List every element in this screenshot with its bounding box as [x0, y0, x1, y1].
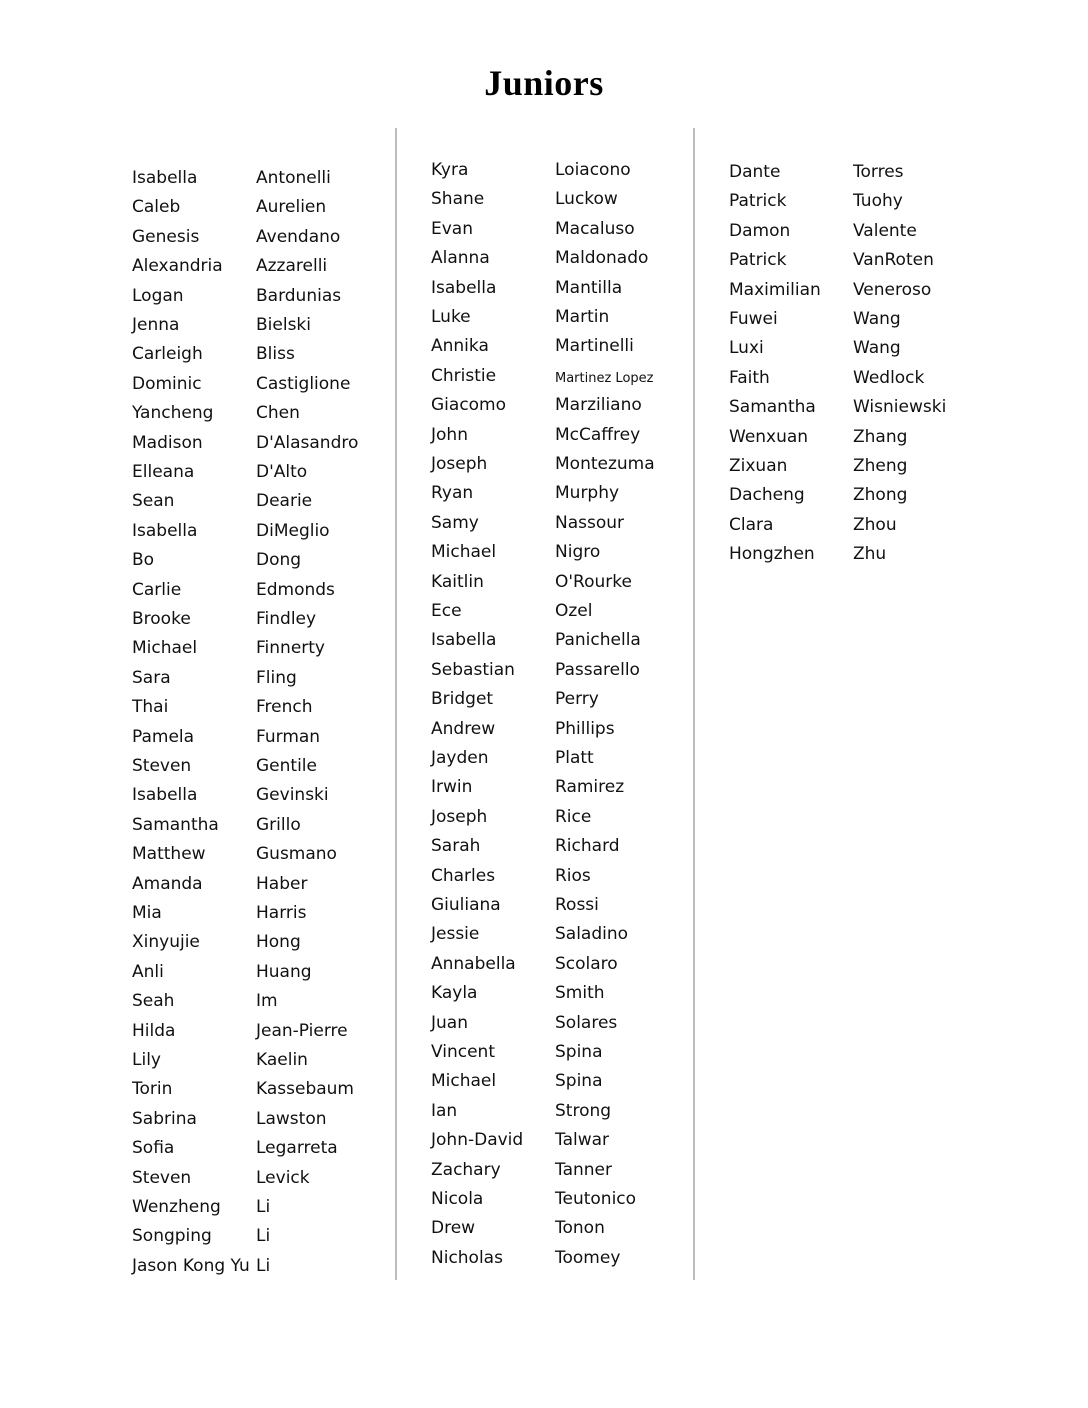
name-row — [132, 226, 382, 255]
first-name: Ryan — [431, 483, 474, 504]
first-name: Jenna — [132, 315, 180, 335]
first-name: Carlie — [132, 579, 182, 600]
name-row — [431, 159, 681, 188]
last-name: Martinelli — [555, 336, 634, 357]
name-row — [431, 659, 681, 688]
last-name: DiMeglio — [256, 520, 330, 541]
name-row — [431, 365, 681, 394]
first-name: Isabella — [132, 785, 198, 806]
last-name: Maldonado — [555, 248, 649, 269]
last-name: Li — [256, 1197, 271, 1217]
first-name: Sara — [132, 667, 171, 688]
last-name: Bielski — [256, 315, 311, 335]
name-row — [431, 688, 681, 717]
first-name: John — [431, 424, 468, 445]
last-name: Wang — [853, 338, 901, 359]
name-row — [431, 512, 681, 541]
name-row — [132, 1196, 382, 1225]
name-row — [431, 1041, 681, 1070]
name-row — [132, 343, 382, 372]
last-name: Castiglione — [256, 373, 351, 394]
last-name: Rice — [555, 806, 592, 827]
name-row — [431, 335, 681, 364]
last-name: Legarreta — [256, 1138, 338, 1159]
last-name: O'Rourke — [555, 571, 632, 592]
first-name: Pamela — [132, 726, 195, 747]
first-name: Charles — [431, 865, 496, 886]
name-row — [729, 279, 979, 308]
page-title: Juniors — [484, 63, 604, 103]
first-name: Madison — [132, 432, 203, 453]
first-name: Annabella — [431, 953, 516, 974]
last-name: D'Alto — [256, 462, 308, 482]
name-row — [729, 426, 979, 455]
last-name: Loiacono — [555, 160, 631, 180]
last-name: Kassebaum — [256, 1079, 354, 1100]
last-name: Zhang — [853, 426, 908, 447]
name-row — [132, 755, 382, 784]
last-name: Luckow — [555, 189, 618, 210]
name-row — [132, 373, 382, 402]
first-name: Andrew — [431, 718, 496, 739]
first-name: Isabella — [132, 168, 198, 188]
first-name: Seah — [132, 991, 175, 1012]
first-name: Patrick — [729, 191, 787, 212]
name-row — [431, 394, 681, 423]
name-row — [132, 784, 382, 813]
name-row — [132, 402, 382, 431]
first-name: Isabella — [431, 630, 497, 651]
name-row — [431, 806, 681, 835]
first-name: Genesis — [132, 226, 200, 247]
first-name: Faith — [729, 367, 770, 388]
first-name: Zixuan — [729, 456, 788, 476]
first-name: Joseph — [431, 806, 488, 827]
first-name: Steven — [132, 756, 192, 776]
name-row — [132, 579, 382, 608]
first-name: Michael — [132, 638, 198, 659]
first-name: Jason Kong Yu — [132, 1255, 250, 1276]
first-name: Hongzhen — [729, 544, 815, 565]
name-row — [431, 218, 681, 247]
last-name: Richard — [555, 836, 620, 857]
name-row — [132, 961, 382, 990]
name-row — [132, 637, 382, 666]
name-row — [132, 726, 382, 755]
first-name: Kayla — [431, 983, 478, 1004]
last-name: Macaluso — [555, 218, 635, 239]
name-row — [729, 514, 979, 543]
name-row — [431, 629, 681, 658]
last-name: Zheng — [853, 456, 908, 476]
name-row — [132, 167, 382, 196]
last-name: Passarello — [555, 659, 640, 680]
last-name: VanRoten — [853, 250, 934, 271]
name-row — [132, 196, 382, 225]
last-name: Scolaro — [555, 953, 618, 974]
last-name: Hong — [256, 932, 301, 953]
last-name: Veneroso — [853, 279, 932, 300]
name-row — [132, 1255, 382, 1284]
name-row — [431, 571, 681, 600]
last-name: Findley — [256, 609, 317, 629]
first-name: John-David — [431, 1130, 524, 1151]
name-row — [729, 308, 979, 337]
name-row — [431, 1129, 681, 1158]
last-name: Panichella — [555, 630, 641, 651]
last-name: Jean-Pierre — [256, 1020, 348, 1041]
last-name: French — [256, 697, 313, 718]
first-name: Wenzheng — [132, 1197, 221, 1217]
last-name: Harris — [256, 903, 307, 923]
name-row — [431, 835, 681, 864]
name-row — [431, 747, 681, 776]
first-name: Dacheng — [729, 485, 805, 506]
first-name: Steven — [132, 1167, 192, 1188]
last-name: Bardunias — [256, 285, 342, 306]
first-name: Sean — [132, 491, 175, 512]
first-name: Ian — [431, 1100, 458, 1121]
first-name: Thai — [132, 697, 169, 718]
first-name: Alanna — [431, 248, 490, 269]
name-row — [132, 549, 382, 578]
first-name: Giacomo — [431, 395, 507, 416]
last-name: Wedlock — [853, 367, 925, 388]
last-name: Levick — [256, 1167, 310, 1188]
first-name: Ece — [431, 601, 462, 621]
first-name: Samy — [431, 512, 479, 533]
first-name: Kyra — [431, 160, 469, 180]
first-name: Logan — [132, 285, 184, 306]
last-name: Aurelien — [256, 197, 327, 218]
first-name: Wenxuan — [729, 426, 809, 447]
name-row — [132, 1078, 382, 1107]
name-row — [132, 1225, 382, 1254]
last-name: Li — [256, 1255, 271, 1276]
name-row — [431, 1159, 681, 1188]
last-name: Montezuma — [555, 454, 655, 474]
first-name: Isabella — [132, 520, 198, 541]
name-row — [729, 249, 979, 278]
last-name: Phillips — [555, 718, 615, 739]
column-divider-2 — [693, 128, 695, 1280]
name-row — [132, 255, 382, 284]
last-name: Toomey — [555, 1247, 621, 1268]
name-row — [431, 600, 681, 629]
name-row — [132, 1049, 382, 1078]
name-row — [431, 277, 681, 306]
last-name: Wang — [853, 309, 901, 329]
last-name: Teutonico — [555, 1189, 637, 1209]
last-name: Tanner — [555, 1159, 612, 1180]
last-name: Lawston — [256, 1108, 327, 1129]
last-name: Antonelli — [256, 168, 331, 188]
last-name: Im — [256, 991, 278, 1012]
last-name: Avendano — [256, 226, 341, 247]
name-row — [431, 247, 681, 276]
name-row — [431, 541, 681, 570]
last-name: Kaelin — [256, 1050, 308, 1070]
last-name: Chen — [256, 403, 300, 424]
first-name: Nicholas — [431, 1247, 503, 1268]
name-row — [132, 696, 382, 725]
last-name: McCaffrey — [555, 424, 641, 445]
first-name: Clara — [729, 514, 774, 535]
first-name: Matthew — [132, 844, 206, 865]
last-name: Saladino — [555, 924, 629, 945]
first-name: Xinyujie — [132, 932, 200, 953]
last-name: Tuohy — [853, 191, 903, 212]
first-name: Elleana — [132, 462, 195, 482]
name-row — [729, 455, 979, 484]
last-name: Torres — [853, 162, 904, 182]
last-name: Ramirez — [555, 777, 625, 798]
last-name: Gusmano — [256, 844, 337, 865]
first-name: Samantha — [729, 397, 816, 418]
name-row — [132, 931, 382, 960]
name-row — [431, 1070, 681, 1099]
last-name: Valente — [853, 220, 917, 241]
first-name: Damon — [729, 220, 791, 241]
name-row — [431, 982, 681, 1011]
last-name: Strong — [555, 1100, 612, 1121]
first-name: Christie — [431, 365, 497, 386]
last-name: Fling — [256, 667, 297, 688]
last-name: Mantilla — [555, 277, 623, 298]
last-name: Zhou — [853, 514, 897, 535]
last-name: Spina — [555, 1042, 603, 1062]
last-name: Azzarelli — [256, 256, 328, 277]
last-name: Tonon — [555, 1218, 605, 1239]
name-row — [132, 520, 382, 549]
first-name: Anli — [132, 961, 164, 982]
name-row — [132, 461, 382, 490]
first-name: Mia — [132, 903, 162, 923]
first-name: Alexandria — [132, 256, 223, 277]
name-row — [132, 843, 382, 872]
name-row — [431, 1247, 681, 1276]
name-row — [729, 161, 979, 190]
last-name: Dearie — [256, 491, 313, 512]
name-row — [431, 1012, 681, 1041]
last-name: Furman — [256, 726, 321, 747]
name-row — [132, 1108, 382, 1137]
name-row — [132, 902, 382, 931]
last-name: Zhu — [853, 544, 887, 565]
name-row — [132, 490, 382, 519]
first-name: Luxi — [729, 338, 764, 359]
first-name: Joseph — [431, 454, 488, 474]
first-name: Songping — [132, 1226, 212, 1247]
last-name: Martin — [555, 307, 610, 327]
last-name: Dong — [256, 550, 302, 571]
first-name: Amanda — [132, 873, 203, 894]
name-row — [729, 220, 979, 249]
first-name: Sarah — [431, 836, 481, 857]
last-name: Huang — [256, 961, 312, 982]
first-name: Shane — [431, 189, 485, 210]
last-name: Rios — [555, 865, 591, 886]
last-name: Haber — [256, 873, 308, 894]
name-row — [132, 1137, 382, 1166]
first-name: Sofia — [132, 1138, 175, 1159]
name-row — [729, 484, 979, 513]
first-name: Sabrina — [132, 1108, 197, 1129]
name-row — [132, 432, 382, 461]
name-row — [729, 190, 979, 219]
first-name: Giuliana — [431, 895, 501, 915]
name-row — [132, 814, 382, 843]
last-name: Zhong — [853, 485, 908, 506]
first-name: Jayden — [431, 748, 489, 768]
name-row — [729, 337, 979, 366]
name-row — [431, 776, 681, 805]
last-name: Finnerty — [256, 638, 325, 659]
name-row — [132, 873, 382, 902]
first-name: Fuwei — [729, 309, 778, 329]
name-row — [431, 953, 681, 982]
first-name: Torin — [132, 1079, 173, 1100]
first-name: Michael — [431, 1071, 497, 1092]
first-name: Maximilian — [729, 279, 821, 300]
column-divider-1 — [395, 128, 397, 1280]
first-name: Annika — [431, 336, 489, 357]
name-row — [431, 1100, 681, 1129]
first-name: Kaitlin — [431, 571, 484, 592]
first-name: Carleigh — [132, 344, 203, 365]
last-name: Nassour — [555, 512, 625, 533]
first-name: Michael — [431, 542, 497, 563]
first-name: Brooke — [132, 609, 191, 629]
first-name: Lily — [132, 1050, 161, 1070]
first-name: Sebastian — [431, 659, 515, 680]
first-name: Hilda — [132, 1020, 176, 1041]
name-row — [132, 1167, 382, 1196]
last-name: Edmonds — [256, 579, 335, 600]
name-row — [431, 453, 681, 482]
first-name: Dominic — [132, 373, 202, 394]
first-name: Vincent — [431, 1042, 495, 1062]
name-row — [132, 667, 382, 696]
last-name: Li — [256, 1226, 271, 1247]
last-name: Smith — [555, 983, 605, 1004]
name-row — [431, 1217, 681, 1246]
first-name: Samantha — [132, 814, 219, 835]
name-row — [431, 923, 681, 952]
last-name: Murphy — [555, 483, 620, 504]
last-name: Talwar — [555, 1130, 610, 1151]
first-name: Dante — [729, 162, 781, 182]
last-name: D'Alasandro — [256, 432, 359, 453]
last-name: Perry — [555, 689, 599, 710]
first-name: Isabella — [431, 277, 497, 298]
name-row — [431, 718, 681, 747]
first-name: Zachary — [431, 1159, 501, 1180]
name-row — [729, 543, 979, 572]
last-name: Spina — [555, 1071, 603, 1092]
name-row — [431, 894, 681, 923]
name-row — [431, 865, 681, 894]
last-name: Bliss — [256, 344, 295, 365]
name-row — [431, 306, 681, 335]
name-row — [729, 396, 979, 425]
first-name: Luke — [431, 307, 471, 327]
last-name: Gentile — [256, 756, 317, 776]
name-row — [431, 482, 681, 511]
first-name: Irwin — [431, 777, 473, 798]
name-row — [431, 1188, 681, 1217]
last-name: Marziliano — [555, 395, 642, 416]
last-name: Grillo — [256, 814, 301, 835]
name-row — [431, 188, 681, 217]
first-name: Juan — [431, 1012, 468, 1033]
first-name: Evan — [431, 218, 473, 239]
last-name: Solares — [555, 1012, 618, 1033]
first-name: Yancheng — [132, 403, 214, 424]
last-name: Wisniewski — [853, 397, 947, 418]
first-name: Patrick — [729, 250, 787, 271]
name-row — [132, 285, 382, 314]
last-name: Nigro — [555, 542, 601, 563]
name-row — [132, 608, 382, 637]
name-row — [132, 1020, 382, 1049]
name-row — [729, 367, 979, 396]
name-row — [132, 990, 382, 1019]
last-name: Martinez Lopez — [555, 370, 654, 386]
first-name: Bo — [132, 550, 155, 571]
first-name: Drew — [431, 1218, 476, 1239]
last-name: Rossi — [555, 895, 599, 915]
last-name: Platt — [555, 748, 594, 768]
name-row — [132, 314, 382, 343]
last-name: Gevinski — [256, 785, 329, 806]
name-row — [431, 424, 681, 453]
first-name: Bridget — [431, 689, 494, 710]
first-name: Caleb — [132, 197, 181, 218]
first-name: Jessie — [431, 924, 480, 945]
first-name: Nicola — [431, 1189, 484, 1209]
last-name: Ozel — [555, 601, 593, 621]
